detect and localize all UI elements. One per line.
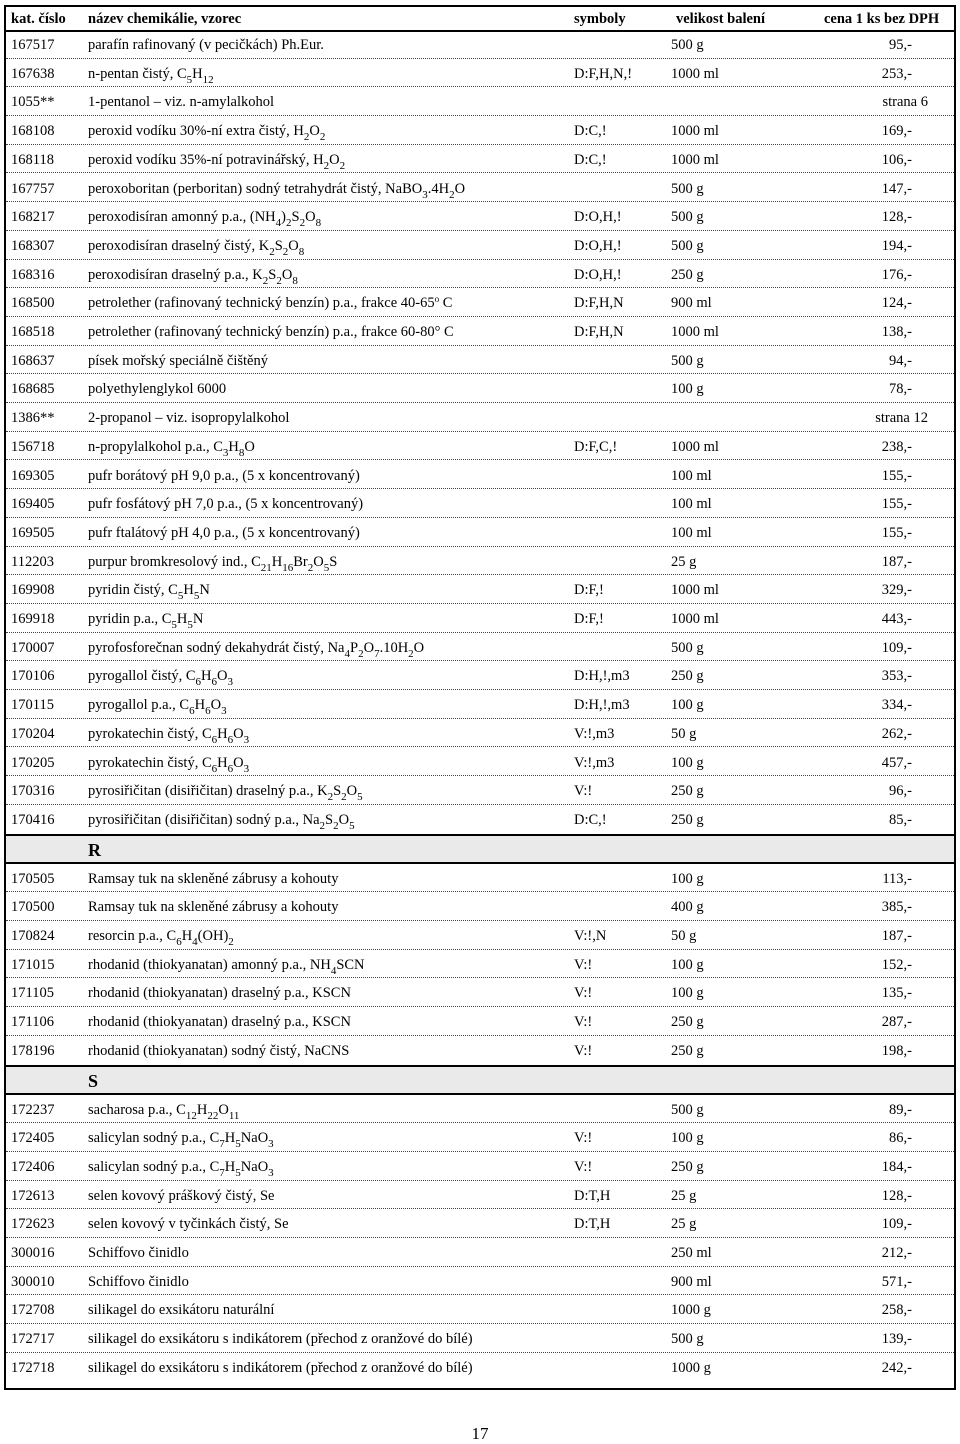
table-row xyxy=(6,892,954,921)
item-size: 1000 g xyxy=(671,1302,711,1319)
item-price: 89,- xyxy=(889,1101,912,1118)
item-code: 170115 xyxy=(11,697,54,714)
item-name: Schiffovo činidlo xyxy=(88,1273,189,1290)
item-symbols: D:H,!,m3 xyxy=(574,697,630,714)
table-row xyxy=(6,1007,954,1036)
item-symbols: D:F,H,N xyxy=(574,295,624,312)
item-size: 25 g xyxy=(671,1187,697,1204)
item-price: 262,- xyxy=(881,725,912,742)
item-name: peroxodisíran amonný p.a., $(NH_4)_2S_2O_8$ xyxy=(88,209,322,230)
item-price: 385,- xyxy=(881,899,912,916)
table-row xyxy=(6,1123,954,1152)
item-size: 1000 ml xyxy=(671,324,719,340)
item-code: 171015 xyxy=(11,956,55,973)
item-price: 113,- xyxy=(882,870,912,887)
section-header xyxy=(6,834,954,864)
table-row xyxy=(6,145,954,174)
item-name: salicylan sodný p.a., $C_7H_5NaO_3$ xyxy=(88,1130,274,1151)
item-symbols: D:F,! xyxy=(574,611,604,627)
item-size: 1000 ml xyxy=(671,123,719,140)
table-row xyxy=(6,317,954,346)
item-code: 168637 xyxy=(11,352,55,369)
item-price: 147,- xyxy=(881,180,912,197)
item-size: 100 g xyxy=(671,956,704,973)
item-size: 1000 ml xyxy=(671,151,719,168)
item-name: pyridin p.a., $C_5H_5N$ xyxy=(88,611,204,631)
table-row xyxy=(6,776,954,805)
table-row xyxy=(6,174,954,203)
item-symbols: D:T,H xyxy=(574,1216,611,1233)
item-name: 1-pentanol – viz. n-amylalkohol xyxy=(88,94,275,111)
item-code: 170500 xyxy=(11,899,55,916)
item-code: 170205 xyxy=(11,754,55,771)
item-code: 168500 xyxy=(11,295,55,312)
item-price: 187,- xyxy=(881,928,912,944)
item-name: pufr ftalátový pH 4,0 p.a., (5 x koncentrovaný) xyxy=(88,524,360,541)
price-list-table xyxy=(4,5,956,1390)
item-name: Ramsay tuk na skleněné zábrusy a kohouty xyxy=(88,870,339,887)
item-name: petrolether (rafinovaný technický benzín) p.a., frakce 40-65$^o$ C xyxy=(88,294,453,312)
item-size: 100 g xyxy=(671,870,704,887)
table-row xyxy=(6,805,954,834)
item-code: 172717 xyxy=(11,1331,55,1348)
item-name: silikagel do exsikátoru s indikátorem (přechod z oranžové do bílé) xyxy=(88,1359,473,1376)
item-size: 25 g xyxy=(671,553,697,570)
item-symbols: V:!,m3 xyxy=(574,754,615,771)
item-name: rhodanid (thiokyanatan) draselný p.a., KSCN xyxy=(88,1014,351,1031)
item-code: 167517 xyxy=(11,37,55,53)
item-symbols: D:O,H,! xyxy=(574,266,622,283)
item-name: Ramsay tuk na skleněné zábrusy a kohouty xyxy=(88,899,339,916)
item-symbols: D:O,H,! xyxy=(574,209,622,226)
table-row xyxy=(6,1152,954,1181)
item-name: rhodanid (thiokyanatan) amonný p.a., $NH_4SCN$ xyxy=(88,956,365,977)
item-symbols: D:C,! xyxy=(574,123,607,140)
item-price: 128,- xyxy=(881,1187,912,1204)
item-name: pyrogallol p.a., $C_6H_6O_3$ xyxy=(88,697,227,718)
item-size: 250 g xyxy=(671,1042,704,1059)
item-size: 100 g xyxy=(671,697,704,714)
item-code: 170416 xyxy=(11,811,55,828)
item-code: 172623 xyxy=(11,1216,55,1233)
table-row xyxy=(6,690,954,719)
item-symbols: D:F,H,N,! xyxy=(574,65,633,82)
item-size: 1000 g xyxy=(671,1359,711,1376)
item-price: 194,- xyxy=(881,237,912,254)
item-size: 250 g xyxy=(671,811,704,828)
item-size: 500 g xyxy=(671,37,704,53)
item-code: 167638 xyxy=(11,65,55,82)
item-size: 25 g xyxy=(671,1216,697,1233)
item-code: 300016 xyxy=(11,1245,55,1261)
item-code: 169918 xyxy=(11,611,55,627)
table-row xyxy=(6,748,954,777)
table-row xyxy=(6,1353,954,1382)
item-size: 250 ml xyxy=(671,1245,712,1261)
table-row xyxy=(6,950,954,979)
item-size: 250 g xyxy=(671,1014,704,1031)
item-code: 112203 xyxy=(11,553,54,570)
table-row xyxy=(6,978,954,1007)
item-symbols: V:! xyxy=(574,956,593,973)
item-code: 1055** xyxy=(11,94,55,111)
item-price: 212,- xyxy=(881,1245,912,1261)
table-row xyxy=(6,719,954,748)
item-size: 1000 ml xyxy=(671,65,719,82)
item-symbols: D:C,! xyxy=(574,151,607,168)
table-row xyxy=(6,231,954,260)
item-symbols: D:H,!,m3 xyxy=(574,668,630,685)
item-code: 168118 xyxy=(11,151,54,168)
table-row xyxy=(6,575,954,604)
item-name: parafín rafinovaný (v pecičkách) Ph.Eur. xyxy=(88,37,324,53)
item-price: 184,- xyxy=(881,1158,912,1175)
item-name: purpur bromkresolový ind., $C_{21}H_{16}Br_2O_5S$ xyxy=(88,553,338,574)
item-symbols: D:F,C,! xyxy=(574,438,618,455)
item-name: písek mořský speciálně čištěný xyxy=(88,352,268,369)
table-row xyxy=(6,1267,954,1296)
item-size: 250 g xyxy=(671,1158,704,1175)
item-price: 329,- xyxy=(881,582,912,599)
item-symbols: V:! xyxy=(574,1042,593,1059)
table-row xyxy=(6,116,954,145)
table-row xyxy=(6,921,954,950)
item-price: strana 12 xyxy=(875,410,928,427)
item-code: 168685 xyxy=(11,381,55,398)
header-price: cena 1 ks bez DPH xyxy=(824,11,940,27)
item-code: 168316 xyxy=(11,266,55,283)
header-symbols: symboly xyxy=(574,11,626,27)
item-price: 96,- xyxy=(889,783,912,800)
item-code: 169908 xyxy=(11,582,55,599)
item-name: pufr borátový pH 9,0 p.a., (5 x koncentrovaný) xyxy=(88,467,360,484)
item-price: 78,- xyxy=(889,381,912,398)
header-size: velikost balení xyxy=(676,11,766,27)
table-row xyxy=(6,1095,954,1124)
item-price: 443,- xyxy=(881,611,912,627)
item-size: 900 ml xyxy=(671,1273,712,1290)
item-size: 500 g xyxy=(671,1331,704,1348)
item-size: 500 g xyxy=(671,209,704,226)
item-name: salicylan sodný p.a., $C_7H_5NaO_3$ xyxy=(88,1158,274,1179)
item-code: 170106 xyxy=(11,668,55,685)
table-row xyxy=(6,518,954,547)
table-row xyxy=(6,1295,954,1324)
item-code: 170505 xyxy=(11,870,55,887)
item-price: 155,- xyxy=(881,467,912,484)
item-name: pyrogallol čistý, $C_6H_6O_3$ xyxy=(88,668,234,689)
item-name: rhodanid (thiokyanatan) sodný čistý, NaCNS xyxy=(88,1042,350,1059)
table-row xyxy=(6,489,954,518)
item-price: 85,- xyxy=(889,811,912,828)
item-symbols: V:!,N xyxy=(574,928,607,944)
item-size: 900 ml xyxy=(671,295,712,312)
item-symbols: V:! xyxy=(574,1014,593,1031)
item-code: 178196 xyxy=(11,1042,55,1059)
item-name: peroxoboritan (perboritan) sodný tetrahydrát čistý, $NaBO_3.4H_2O$ xyxy=(88,180,466,201)
item-name: peroxodisíran draselný čistý, $K_2S_2O_8$ xyxy=(88,237,305,258)
item-price: strana 6 xyxy=(882,94,928,111)
table-row xyxy=(6,604,954,633)
item-name: polyethylenglykol 6000 xyxy=(88,381,227,398)
item-price: 258,- xyxy=(881,1302,912,1319)
table-row xyxy=(6,202,954,231)
table-row xyxy=(6,1238,954,1267)
item-size: 50 g xyxy=(671,928,697,944)
item-size: 250 g xyxy=(671,668,704,685)
item-symbols: D:T,H xyxy=(574,1187,611,1204)
table-row xyxy=(6,288,954,317)
item-name: selen kovový v tyčinkách čistý, Se xyxy=(88,1216,289,1233)
item-name: 2-propanol – viz. isopropylalkohol xyxy=(88,410,290,427)
item-code: 171106 xyxy=(11,1014,54,1031)
table-row xyxy=(6,864,954,893)
item-name: peroxid vodíku 35%-ní potravinářský, $H_2O_2$ xyxy=(88,151,346,172)
item-code: 170316 xyxy=(11,783,55,800)
table-row xyxy=(6,547,954,576)
item-size: 1000 ml xyxy=(671,611,719,627)
table-row xyxy=(6,403,954,432)
item-name: n-pentan čistý, $C_5H_{12}$ xyxy=(88,65,214,86)
item-symbols: V:! xyxy=(574,1130,593,1147)
item-symbols: V:! xyxy=(574,985,593,1002)
table-row xyxy=(6,30,954,59)
item-code: 168307 xyxy=(11,237,55,254)
item-size: 500 g xyxy=(671,639,704,656)
item-size: 250 g xyxy=(671,783,704,800)
item-name: peroxid vodíku 30%-ní extra čistý, $H_2O_2$ xyxy=(88,123,326,144)
table-row xyxy=(6,59,954,88)
section-letter: S xyxy=(88,1070,99,1091)
item-name: silikagel do exsikátoru naturální xyxy=(88,1302,275,1319)
item-code: 156718 xyxy=(11,438,55,455)
item-size: 400 g xyxy=(671,899,704,916)
item-symbols: D:C,! xyxy=(574,811,607,828)
table-row xyxy=(6,1036,954,1065)
item-symbols: V:! xyxy=(574,1158,593,1175)
table-header xyxy=(6,7,954,32)
item-price: 155,- xyxy=(881,496,912,513)
item-price: 176,- xyxy=(881,266,912,283)
item-symbols: V:!,m3 xyxy=(574,725,615,742)
table-row xyxy=(6,661,954,690)
item-price: 128,- xyxy=(881,209,912,226)
item-code: 170824 xyxy=(11,928,55,944)
header-code: kat. číslo xyxy=(11,11,66,27)
item-price: 287,- xyxy=(881,1014,912,1031)
item-code: 172708 xyxy=(11,1302,55,1319)
item-price: 86,- xyxy=(889,1130,912,1147)
item-price: 571,- xyxy=(881,1273,912,1290)
table-row xyxy=(6,432,954,461)
item-size: 500 g xyxy=(671,237,704,254)
table-row xyxy=(6,1209,954,1238)
item-code: 172613 xyxy=(11,1187,55,1204)
section-letter: R xyxy=(88,839,101,860)
item-price: 94,- xyxy=(889,352,912,369)
item-name: silikagel do exsikátoru s indikátorem (přechod z oranžové do bílé) xyxy=(88,1331,473,1348)
table-row xyxy=(6,633,954,662)
item-code: 1386** xyxy=(11,410,55,427)
table-row xyxy=(6,1181,954,1210)
item-symbols: D:O,H,! xyxy=(574,237,622,254)
item-name: n-propylalkohol p.a., $C_3H_8O$ xyxy=(88,438,255,459)
item-name: selen kovový práškový čistý, Se xyxy=(88,1187,275,1204)
item-price: 135,- xyxy=(881,985,912,1002)
item-price: 242,- xyxy=(881,1359,912,1376)
item-size: 1000 ml xyxy=(671,582,719,599)
table-row xyxy=(6,461,954,490)
table-row xyxy=(6,374,954,403)
item-code: 172718 xyxy=(11,1359,55,1376)
item-name: Schiffovo činidlo xyxy=(88,1245,189,1261)
item-code: 169305 xyxy=(11,467,55,484)
item-code: 168217 xyxy=(11,209,55,226)
item-name: pufr fosfátový pH 7,0 p.a., (5 x koncentrovaný) xyxy=(88,496,364,513)
item-size: 500 g xyxy=(671,352,704,369)
item-name: sacharosa p.a., $C_{12}H_{22}O_{11}$ xyxy=(88,1101,240,1122)
item-size: 50 g xyxy=(671,725,697,742)
item-name: pyrokatechin čistý, $C_6H_6O_3$ xyxy=(88,754,250,775)
item-name: peroxodisíran draselný p.a., $K_2S_2O_8$ xyxy=(88,266,298,287)
table-row xyxy=(6,87,954,116)
item-name: resorcin p.a., $C_6H_4(OH)_2$ xyxy=(88,928,234,948)
item-name: pyrosiřičitan (disiřičitan) draselný p.a., $K_2S_2O_5$ xyxy=(88,783,363,804)
item-price: 238,- xyxy=(881,438,912,455)
item-code: 168518 xyxy=(11,324,55,340)
item-price: 109,- xyxy=(881,639,912,656)
item-code: 169405 xyxy=(11,496,55,513)
page-number: 17 xyxy=(471,1424,489,1443)
item-symbols: D:F,! xyxy=(574,582,604,599)
item-size: 100 g xyxy=(671,381,704,398)
item-name: petrolether (rafinovaný technický benzín) p.a., frakce 60-80° C xyxy=(88,324,454,340)
item-price: 109,- xyxy=(881,1216,912,1233)
item-price: 155,- xyxy=(881,524,912,541)
item-price: 253,- xyxy=(881,65,912,82)
item-size: 250 g xyxy=(671,266,704,283)
item-size: 100 g xyxy=(671,1130,704,1147)
item-size: 100 ml xyxy=(671,524,712,541)
item-price: 334,- xyxy=(881,697,912,714)
item-price: 457,- xyxy=(881,754,912,771)
item-code: 167757 xyxy=(11,180,55,197)
item-price: 106,- xyxy=(881,151,912,168)
item-price: 152,- xyxy=(881,956,912,973)
item-price: 169,- xyxy=(881,123,912,140)
item-size: 500 g xyxy=(671,180,704,197)
item-code: 172406 xyxy=(11,1158,55,1175)
item-symbols: D:F,H,N xyxy=(574,324,624,340)
item-size: 1000 ml xyxy=(671,438,719,455)
item-price: 124,- xyxy=(881,295,912,312)
item-code: 169505 xyxy=(11,524,55,541)
header-name: název chemikálie, vzorec xyxy=(88,11,242,27)
item-code: 172405 xyxy=(11,1130,55,1147)
item-price: 198,- xyxy=(881,1042,912,1059)
table-row xyxy=(6,1324,954,1353)
section-header xyxy=(6,1065,954,1095)
item-name: pyrokatechin čistý, $C_6H_6O_3$ xyxy=(88,725,250,746)
item-symbols: V:! xyxy=(574,783,593,800)
item-name: pyrosiřičitan (disiřičitan) sodný p.a., $Na_2S_2O_5$ xyxy=(88,811,355,832)
item-code: 300010 xyxy=(11,1273,55,1290)
item-size: 100 ml xyxy=(671,496,712,513)
table-row xyxy=(6,260,954,289)
item-price: 353,- xyxy=(881,668,912,685)
item-price: 139,- xyxy=(881,1331,912,1348)
item-code: 172237 xyxy=(11,1101,55,1118)
item-code: 171105 xyxy=(11,985,54,1002)
item-price: 187,- xyxy=(881,553,912,570)
item-name: pyrofosforečnan sodný dekahydrát čistý, $Na_4P_2O_7.10H_2O$ xyxy=(88,639,425,660)
item-code: 168108 xyxy=(11,123,55,140)
item-size: 500 g xyxy=(671,1101,704,1118)
item-name: rhodanid (thiokyanatan) draselný p.a., KSCN xyxy=(88,985,351,1002)
item-size: 100 ml xyxy=(671,467,712,484)
item-price: 138,- xyxy=(881,324,912,340)
item-size: 100 g xyxy=(671,985,704,1002)
item-code: 170204 xyxy=(11,725,55,742)
item-code: 170007 xyxy=(11,639,55,656)
table-row xyxy=(6,346,954,375)
item-price: 95,- xyxy=(889,37,912,53)
item-name: pyridin čistý, $C_5H_5N$ xyxy=(88,582,210,603)
item-size: 100 g xyxy=(671,754,704,771)
